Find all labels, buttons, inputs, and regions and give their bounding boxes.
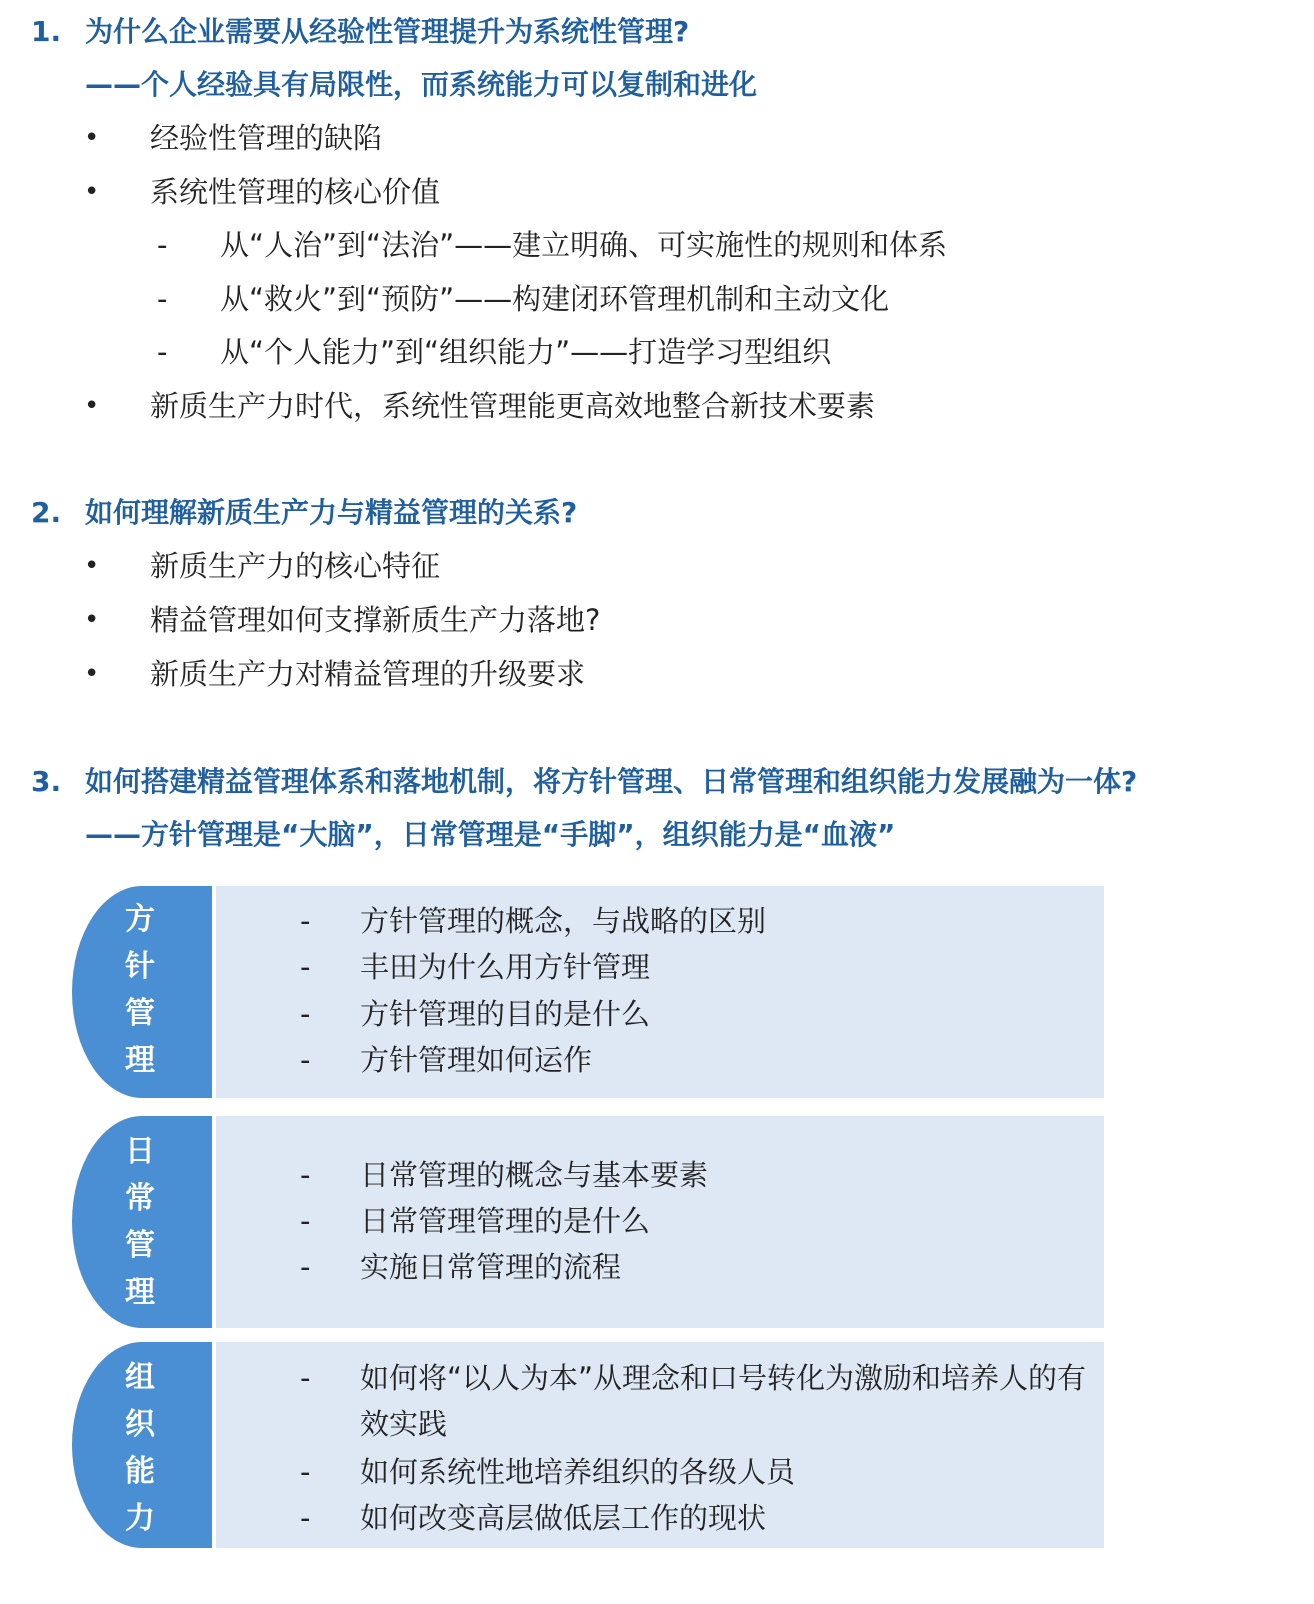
list-item bbox=[0, 172, 1314, 212]
section-3-subtitle: ——方针管理是“大脑”，日常管理是“手脚”，组织能力是“血液” bbox=[85, 818, 896, 851]
section-1-subtitle: ——个人经验具有局限性，而系统能力可以复制和进化 bbox=[85, 68, 758, 101]
tab-label: 组 织 能 力 bbox=[125, 1360, 155, 1536]
item-text: 如何改变高层做低层工作的现状 bbox=[360, 1501, 767, 1535]
dash-icon: - bbox=[300, 1501, 311, 1535]
item-text: 方针管理的目的是什么 bbox=[360, 997, 651, 1031]
dash-icon: - bbox=[300, 904, 311, 938]
bullet-text: 新质生产力对精益管理的升级要求 bbox=[150, 657, 586, 691]
sub-list-item bbox=[0, 279, 1314, 319]
section-1-heading bbox=[0, 12, 1314, 52]
bullet-icon: • bbox=[84, 177, 100, 207]
bullet-text: 新质生产力时代，系统性管理能更高效地整合新技术要素 bbox=[150, 389, 876, 423]
dash-icon: - bbox=[300, 997, 311, 1031]
section-3-number: 3. bbox=[31, 765, 62, 798]
dash-icon: - bbox=[300, 950, 311, 984]
item-text: 实施日常管理的流程 bbox=[360, 1250, 622, 1284]
sub-list-item bbox=[0, 332, 1314, 372]
dash-icon: - bbox=[300, 1158, 311, 1192]
sub-bullet-text: 从“人治”到“法治”——建立明确、可实施性的规则和体系 bbox=[220, 228, 948, 262]
org-capability-tab bbox=[72, 1342, 212, 1548]
item-text: 如何将“以人为本”从理念和口号转化为激励和培养人的有效实践 bbox=[360, 1361, 1087, 1441]
sub-bullet-text: 从“救火”到“预防”——构建闭环管理机制和主动文化 bbox=[220, 282, 890, 316]
sub-bullet-text: 从“个人能力”到“组织能力”——打造学习型组织 bbox=[220, 335, 832, 369]
list-item bbox=[0, 546, 1314, 586]
section-2-heading bbox=[0, 493, 1314, 533]
tab-label: 日 常 管 理 bbox=[125, 1134, 155, 1310]
bullet-text: 精益管理如何支撑新质生产力落地? bbox=[150, 603, 601, 637]
list-item bbox=[0, 386, 1314, 426]
list-item bbox=[0, 654, 1314, 694]
bullet-icon: • bbox=[84, 123, 100, 153]
dash-icon: - bbox=[300, 1250, 311, 1284]
section-3-heading bbox=[0, 762, 1314, 802]
org-capability-block bbox=[72, 1342, 1104, 1548]
bullet-text: 经验性管理的缺陷 bbox=[150, 121, 383, 155]
list-item bbox=[0, 118, 1314, 158]
tab-label: 方 针 管 理 bbox=[125, 902, 155, 1078]
bullet-icon: • bbox=[84, 551, 100, 581]
item-text: 日常管理管理的是什么 bbox=[360, 1204, 651, 1238]
dash-icon: - bbox=[300, 1043, 311, 1077]
section-1-title: 为什么企业需要从经验性管理提升为系统性管理? bbox=[85, 15, 690, 48]
bullet-icon: • bbox=[84, 659, 100, 689]
section-2-title: 如何理解新质生产力与精益管理的关系? bbox=[85, 496, 578, 529]
daily-management-tab bbox=[72, 1116, 212, 1328]
bullet-text: 新质生产力的核心特征 bbox=[150, 549, 441, 583]
item-text: 方针管理如何运作 bbox=[360, 1043, 593, 1077]
item-text: 日常管理的概念与基本要素 bbox=[360, 1158, 709, 1192]
list-item bbox=[0, 600, 1314, 640]
bullet-icon: • bbox=[84, 391, 100, 421]
bullet-icon: • bbox=[84, 605, 100, 635]
item-text: 如何系统性地培养组织的各级人员 bbox=[360, 1455, 796, 1489]
sub-list-item bbox=[0, 225, 1314, 265]
item-text: 方针管理的概念，与战略的区别 bbox=[360, 904, 767, 938]
dash-icon: - bbox=[300, 1361, 311, 1395]
dash-icon: - bbox=[300, 1204, 311, 1238]
policy-management-tab bbox=[72, 886, 212, 1098]
policy-management-block bbox=[72, 886, 1104, 1098]
item-text: 丰田为什么用方针管理 bbox=[360, 950, 651, 984]
dash-icon: - bbox=[157, 335, 168, 369]
section-3-title: 如何搭建精益管理体系和落地机制，将方针管理、日常管理和组织能力发展融为一体? bbox=[85, 765, 1138, 798]
dash-icon: - bbox=[157, 282, 168, 316]
dash-icon: - bbox=[157, 228, 168, 262]
section-2-number: 2. bbox=[31, 496, 62, 529]
bullet-text: 系统性管理的核心价值 bbox=[150, 175, 441, 209]
dash-icon: - bbox=[300, 1455, 311, 1489]
section-1-number: 1. bbox=[31, 15, 62, 48]
daily-management-block bbox=[72, 1116, 1104, 1328]
